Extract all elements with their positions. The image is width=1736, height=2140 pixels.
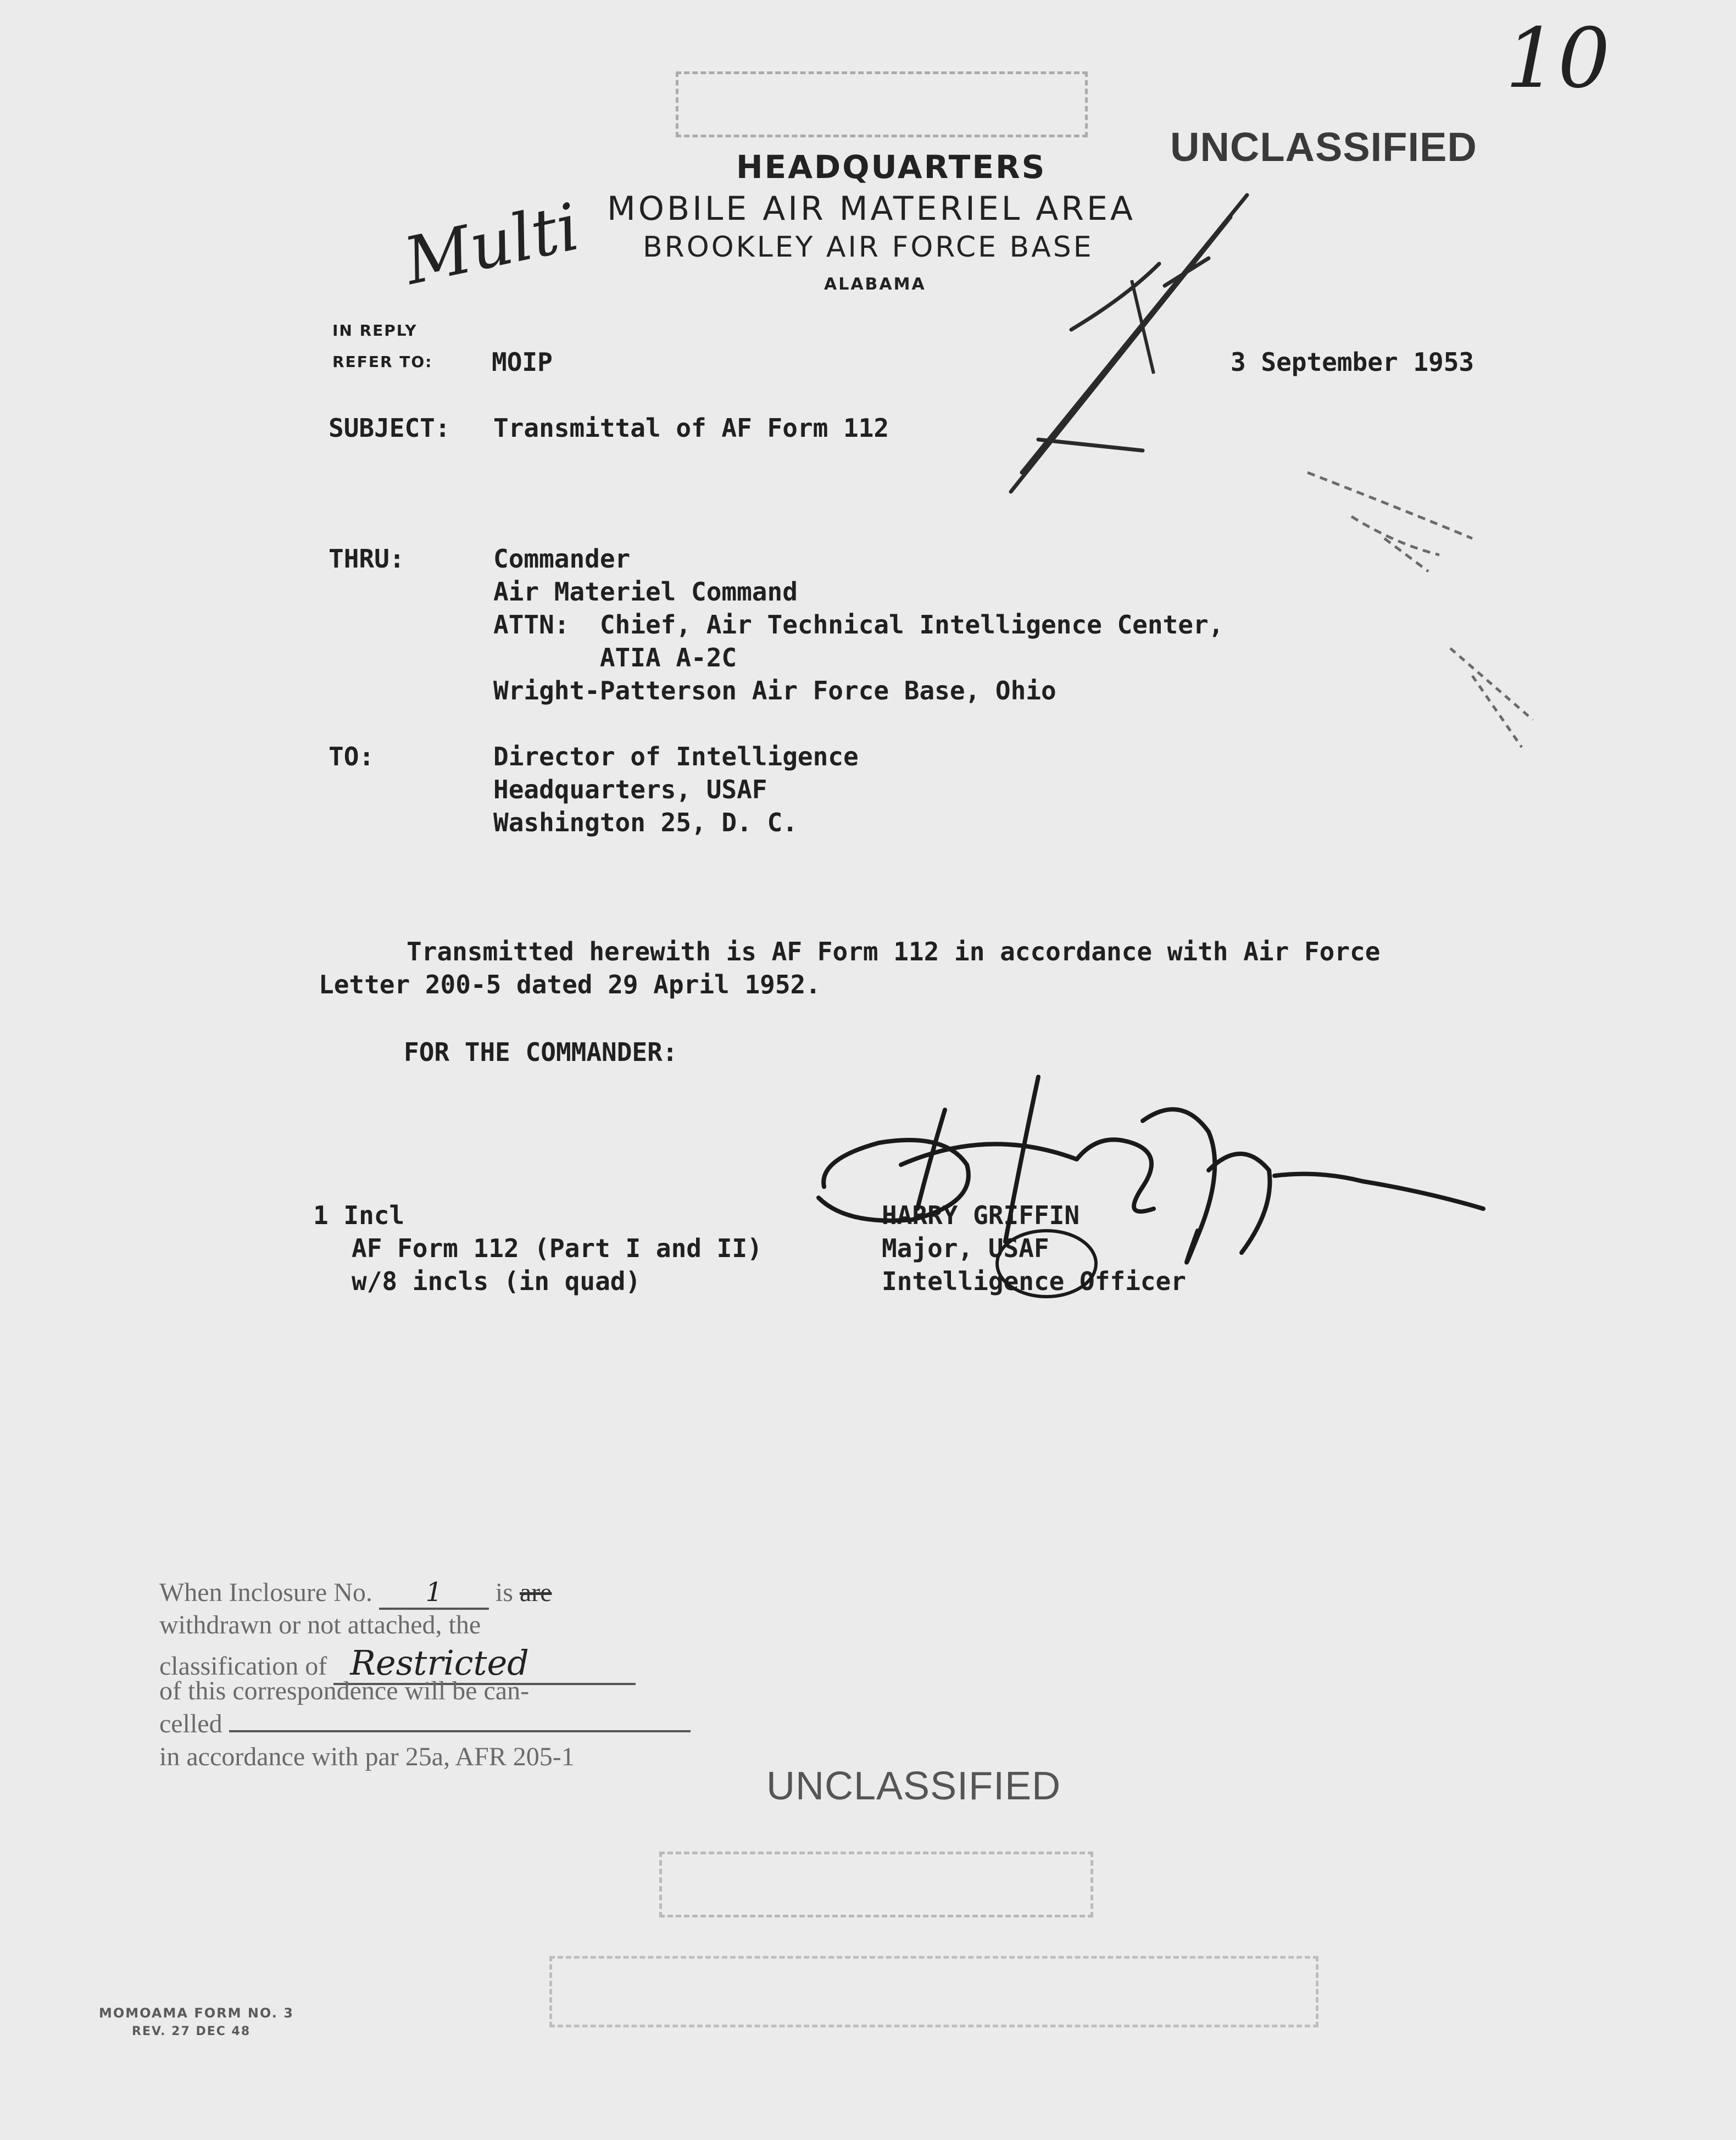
to-line-1: Director of Intelligence	[493, 742, 859, 771]
subject-text: Transmittal of AF Form 112	[493, 413, 889, 443]
note-line-3a: classification of	[159, 1652, 327, 1681]
enclosure-line-2: AF Form 112 (Part I and II)	[352, 1233, 763, 1263]
handwritten-mark: Multi	[398, 188, 586, 299]
faded-bottom-stamp-box-1	[659, 1852, 1093, 1917]
in-reply-label: IN REPLY	[332, 321, 418, 340]
classification-stamp-bottom: UNCLASSIFIED	[766, 1764, 1061, 1808]
body-line-2: Letter 200-5 dated 29 April 1952.	[319, 970, 821, 999]
note-line-5: celled	[159, 1709, 222, 1738]
page-number: 10	[1505, 11, 1610, 107]
note-line-2: withdrawn or not attached, the	[159, 1610, 481, 1639]
thru-line-5: Wright-Patterson Air Force Base, Ohio	[493, 676, 1056, 705]
note-line-1b: is	[495, 1578, 513, 1607]
classification-stamp-top: UNCLASSIFIED	[1170, 124, 1477, 170]
signer-title: Intelligence Officer	[882, 1266, 1186, 1296]
letterhead-line-1: HEADQUARTERS	[736, 148, 1047, 186]
note-line-6: in accordance with par 25a, AFR 205-1	[159, 1742, 575, 1771]
note-classification-handwritten: Restricted	[333, 1643, 636, 1685]
note-line-4: of this correspondence will be can-	[159, 1676, 530, 1705]
letterhead-line-2: MOBILE AIR MATERIEL AREA	[607, 190, 1136, 228]
faded-bottom-stamp-box-2	[549, 1956, 1318, 2027]
refer-to-label: REFER TO:	[332, 353, 433, 371]
letterhead-line-4: ALABAMA	[824, 275, 926, 294]
note-line-1a: When Inclosure No.	[159, 1578, 372, 1607]
signer-name: HARRY GRIFFIN	[882, 1200, 1080, 1230]
enclosure-line-3: w/8 incls (in quad)	[352, 1266, 641, 1296]
note-blank-line	[229, 1730, 691, 1732]
body-line-1: Transmitted herewith is AF Form 112 in accordance with Air Force	[407, 937, 1381, 966]
thru-line-1: Commander	[493, 544, 631, 574]
note-enclosure-number: 1	[379, 1577, 489, 1610]
note-struck-word: are	[519, 1578, 552, 1607]
thru-line-2: Air Materiel Command	[493, 577, 798, 607]
reference-code: MOIP	[492, 347, 553, 377]
for-the-commander: FOR THE COMMANDER:	[404, 1037, 678, 1067]
form-id-line-1: MOMOAMA FORM NO. 3	[99, 2005, 294, 2021]
to-line-3: Washington 25, D. C.	[493, 808, 798, 837]
letterhead-line-3: BROOKLEY AIR FORCE BASE	[643, 231, 1094, 264]
form-id-line-2: REV. 27 DEC 48	[132, 2025, 251, 2038]
subject-label: SUBJECT:	[329, 413, 450, 443]
thru-line-3: ATTN: Chief, Air Technical Intelligence Center,	[493, 610, 1224, 640]
signer-rank: Major, USAF	[882, 1233, 1049, 1263]
letter-date: 3 September 1953	[1231, 347, 1475, 377]
to-line-2: Headquarters, USAF	[493, 775, 767, 804]
to-label: TO:	[329, 742, 375, 771]
enclosure-line-1: 1 Incl	[313, 1200, 405, 1230]
thru-label: THRU:	[329, 544, 405, 574]
thru-line-4: ATIA A-2C	[493, 643, 737, 672]
